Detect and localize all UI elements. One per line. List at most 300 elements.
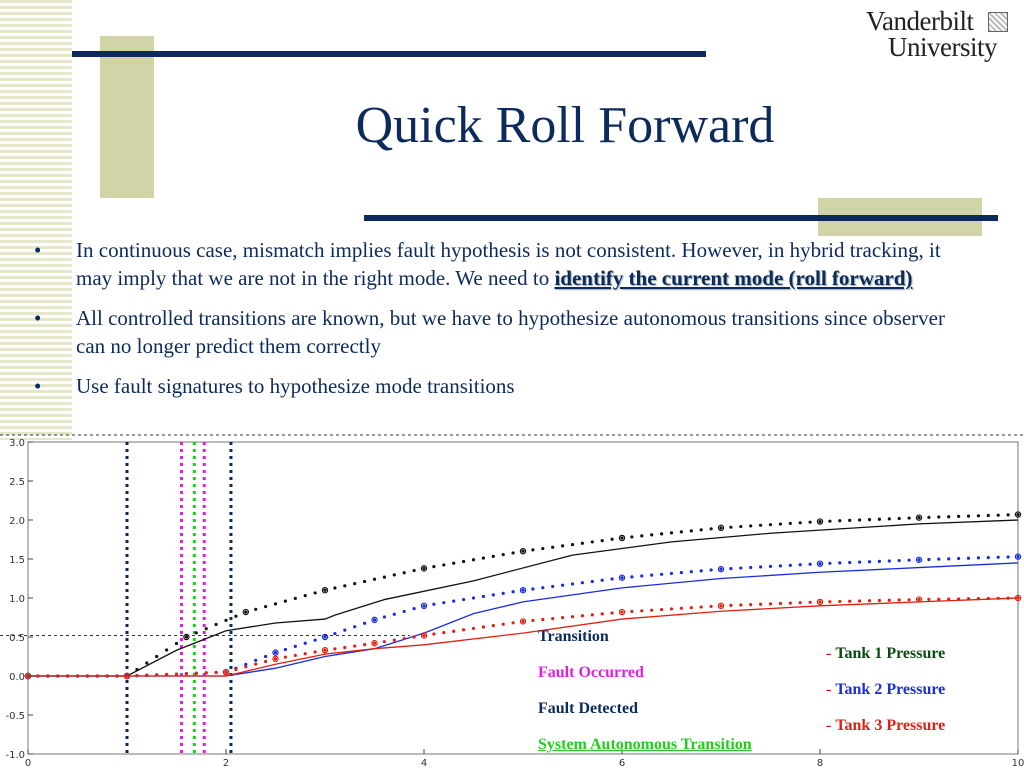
tank-3-pressure-trace-dot [304,652,307,655]
tank-1-pressure-trace-dot [987,514,990,517]
tank-3-pressure-trace-dot [294,654,297,657]
y-tick-label: 2.5 [9,477,25,488]
tank-2-pressure-trace-dot [452,600,455,603]
tank-3-pressure-trace-dot [571,615,574,618]
logo-line2: University [888,32,997,62]
tank-3-pressure-trace-dot [908,598,911,601]
tank-2-pressure-trace-dot [274,651,277,654]
tank-3-pressure-trace-dot [937,598,940,601]
tank-1-pressure-trace-dot [205,627,208,630]
tank-1-pressure-trace-dot [314,591,317,594]
tank-2-pressure-trace-dot [868,560,871,563]
tank-1-pressure-trace-dot [274,602,277,605]
y-tick-label: -1.0 [5,750,25,761]
tank-2-pressure-trace-dot [314,639,317,642]
tank-1-pressure-trace-dot [828,520,831,523]
tank-1-pressure-trace-dot [383,575,386,578]
tank-1-pressure-trace-dot [432,565,435,568]
crest-icon [988,12,1008,32]
tank-2-pressure-trace-dot [581,581,584,584]
tank-1-pressure-trace-dot [710,527,713,530]
tank-2-pressure-trace-dot [561,584,564,587]
tank-1-pressure-trace-dot [551,546,554,549]
tank-2-pressure-trace-dot [343,629,346,632]
tank-3-pressure-trace-dot [838,600,841,603]
tank-3-pressure-trace-dot [254,663,257,666]
tank-1-pressure-trace-dot [601,539,604,542]
tank-2-pressure-trace-dot [284,648,287,651]
tank-1-pressure-trace-dot [809,521,812,524]
tank-3-pressure-trace-dot [620,610,623,613]
tank-2-pressure-trace-dot [403,610,406,613]
tank-1-pressure-trace-dot [888,517,891,520]
tank-1-pressure-trace-dot [323,589,326,592]
y-tick-label: 3.0 [9,438,25,449]
tank-3-pressure-trace-dot [135,674,138,677]
tank-1-pressure-trace-dot [719,526,722,529]
tank-2-pressure-trace-dot [482,595,485,598]
y-tick-label: -0.5 [5,711,25,722]
bullet-item-1 [30,236,960,292]
tank-2-pressure-trace-dot [304,642,307,645]
tank-1-pressure-trace-dot [195,631,198,634]
tank-2-pressure-trace-dot [977,556,980,559]
tank-3-pressure-trace-dot [432,632,435,635]
bullet-marker: • [34,306,42,330]
tank-3-pressure-trace-dot [917,598,920,601]
bullet-item-3 [30,372,960,400]
tank-1-pressure-trace-dot [690,529,693,532]
tank-1-pressure-trace-dot [650,533,653,536]
tank-3-pressure-trace-dot [878,599,881,602]
tank-3-pressure-trace-dot [492,624,495,627]
tank-2-pressure-trace-dot [611,577,614,580]
tank-1-pressure-trace-dot [937,515,940,518]
tank-3-pressure-trace-dot [482,625,485,628]
tank-2-pressure-trace-dot [363,622,366,625]
tank-1-pressure-trace-dot [729,526,732,529]
tank-1-pressure-trace-dot [769,523,772,526]
x-tick-label: 2 [222,758,230,768]
tank-3-pressure-trace-dot [818,600,821,603]
tank-2-pressure-trace-dot [640,574,643,577]
tank-3-pressure-trace-dot [660,608,663,611]
tank-2-pressure-trace-dot [809,563,812,566]
tank-3-pressure-trace-dot [442,631,445,634]
tank-3-pressure-trace-dot [462,628,465,631]
tank-3-pressure-trace-dot [858,599,861,602]
legend-tank3 [826,717,945,735]
tank-3-pressure-trace-dot [284,656,287,659]
tank-2-pressure-trace-dot [789,564,792,567]
tank-3-pressure-trace-dot [640,609,643,612]
tank-3-pressure-trace-dot [947,597,950,600]
tank-3-pressure-trace-dot [779,602,782,605]
tank-1-pressure-trace-dot [422,567,425,570]
tank-3-pressure-trace-dot [244,665,247,668]
tank-3-pressure-trace-dot [561,616,564,619]
tank-3-pressure-trace-dot [66,674,69,677]
tank-2-pressure-trace-dot [373,618,376,621]
tank-1-pressure-trace-dot [868,518,871,521]
tank-2-pressure-trace-dot [393,613,396,616]
tank-3-pressure-trace-dot [145,674,148,677]
tank-1-pressure-trace-dot [254,608,257,611]
y-tick-label: 1.5 [9,555,25,566]
event-legend [538,628,818,768]
tank-3-pressure-trace-dot [175,672,178,675]
tank-3-pressure-trace-dot [680,607,683,610]
tank-2-pressure-trace-dot [521,589,524,592]
tank-3-pressure-trace-dot [472,627,475,630]
tank-2-pressure-trace-dot [254,659,257,662]
tank-1-pressure-trace-dot [145,661,148,664]
tank-1-pressure-trace-dot [878,518,881,521]
bullet-item-2 [30,304,960,360]
tank-1-pressure-trace-dot [967,515,970,518]
tank-1-pressure-trace-dot [413,569,416,572]
tank-1-pressure-trace-dot [472,558,475,561]
tank-3-pressure-trace-dot [264,660,267,663]
tank-1-pressure-trace-dot [521,550,524,553]
tank-1-pressure-trace-dot [1016,513,1019,516]
tank-2-pressure-trace-dot [353,625,356,628]
tank-2-pressure-trace-dot [264,655,267,658]
tank-3-pressure-trace-dot [373,642,376,645]
tank-2-pressure-trace-dot [719,568,722,571]
tank-3-pressure-trace-dot [521,620,524,623]
tank-2-pressure-trace-dot [898,559,901,562]
slide-title: Quick Roll Forward [355,97,775,154]
tank-1-pressure-trace-dot [462,560,465,563]
tank-1-pressure-trace-dot [947,515,950,518]
tank-1-pressure-trace-dot [185,635,188,638]
tank-2-pressure-trace-dot [769,565,772,568]
legend-dash: - [826,681,836,698]
tank-3-pressure-trace-dot [690,606,693,609]
tank-1-pressure-trace-dot [531,548,534,551]
tank-1-pressure-trace-dot [660,532,663,535]
tank-3-pressure-trace-dot [215,671,218,674]
tank-3-pressure-trace-dot [967,597,970,600]
tank-2-pressure-trace-dot [502,592,505,595]
tank-3-pressure-trace-dot [56,674,59,677]
tank-3-pressure-trace-dot [125,674,128,677]
tank-3-pressure-trace-dot [323,649,326,652]
x-tick-label: 10 [1011,758,1024,768]
tank-3-pressure-trace-dot [422,634,425,637]
tank-1-pressure-trace-dot [452,562,455,565]
tank-1-pressure-trace-dot [591,540,594,543]
tank-2-pressure-trace-dot [432,603,435,606]
tank-3-pressure-trace-dot [710,605,713,608]
tank-1-pressure-trace-dot [858,518,861,521]
tank-1-pressure-trace-dot [482,556,485,559]
tank-2-pressure-trace-dot [908,559,911,562]
tank-1-pressure-trace-dot [333,586,336,589]
legend-fault-detected: Fault Detected [538,700,638,717]
tank-3-pressure-trace-dot [343,646,346,649]
tank-1-pressure-trace-dot [165,648,168,651]
legend-tank1-label: Tank 1 Pressure [835,645,946,662]
tank-3-pressure-trace-dot [650,609,653,612]
tank-2-pressure-trace-dot [323,635,326,638]
legend-transition: Transition [538,628,609,645]
x-tick-label: 0 [24,758,32,768]
tank-2-pressure-trace-dot [818,562,821,565]
tank-1-pressure-trace-dot [789,522,792,525]
chart-vertical-markers [127,442,231,754]
tank-2-pressure-trace-dot [462,598,465,601]
tank-3-pressure-trace-dot [700,605,703,608]
decorative-line-top [72,51,706,57]
tank-2-pressure-trace-dot [947,557,950,560]
tank-3-pressure-trace-dot [413,635,416,638]
tank-2-pressure-trace-dot [729,567,732,570]
tank-3-pressure-trace-dot [987,597,990,600]
tank-1-pressure-trace-dot [908,516,911,519]
tank-1-pressure-trace-dot [403,571,406,574]
tank-1-pressure-trace-dot [848,519,851,522]
tank-3-pressure-trace-dot [630,610,633,613]
tank-3-pressure-trace-dot [611,611,614,614]
tank-3-pressure-trace-dot [769,602,772,605]
tank-1-pressure-trace-dot [700,528,703,531]
tank-2-pressure-trace-dot [442,601,445,604]
tank-3-pressure-trace-dot [601,612,604,615]
tank-3-pressure-trace-dot [868,599,871,602]
x-tick-label: 8 [816,758,824,768]
tank-3-pressure-trace-dot [749,603,752,606]
tank-3-pressure-trace-dot [1007,597,1010,600]
legend-tank3-label: Tank 3 Pressure [835,717,946,734]
tank-2-pressure-trace-dot [828,562,831,565]
tank-3-pressure-trace-dot [96,674,99,677]
tank-2-pressure-trace-dot [422,604,425,607]
tank-1-pressure-trace-dot [759,524,762,527]
tank-3-pressure-trace-dot [195,672,198,675]
tank-2-pressure-trace-dot [511,590,514,593]
legend-fault-occurred: Fault Occurred [538,664,644,681]
tank-2-pressure-trace-dot [848,561,851,564]
tank-3-pressure-trace-dot [86,674,89,677]
logo-line1: Vanderbilt [866,6,974,36]
tank-2-pressure-trace-dot [601,579,604,582]
tank-3-pressure-trace-dot [898,598,901,601]
tank-3-pressure-trace-dot [888,599,891,602]
tank-2-pressure-trace-dot [294,645,297,648]
tank-3-pressure-trace-dot [224,671,227,674]
tank-3-pressure-trace-dot [393,639,396,642]
y-tick-label: 0.5 [9,633,25,644]
series-legend [826,645,1016,745]
tank-3-pressure-trace-dot [541,618,544,621]
decorative-block-left [100,36,154,198]
legend-tank1 [826,645,945,663]
tank-1-pressure-trace-dot [264,605,267,608]
tank-2-pressure-trace-dot [531,587,534,590]
tank-3-pressure-trace-dot [789,601,792,604]
tank-3-pressure-trace-dot [551,617,554,620]
bullet-marker: • [34,238,42,262]
tank-1-pressure-trace-dot [353,582,356,585]
tank-1-pressure-trace-dot [234,615,237,618]
tank-1-pressure-trace-dot [304,594,307,597]
tank-1-pressure-trace-dot [561,544,564,547]
tank-3-pressure-trace-dot [531,619,534,622]
tank-1-pressure-trace-dot [818,520,821,523]
tank-1-pressure-trace-dot [502,553,505,556]
tank-3-pressure-trace-dot [511,621,514,624]
legend-system-autonomous: System Autonomous Transition [538,736,752,753]
tank-2-pressure-trace-dot [680,571,683,574]
tank-2-pressure-trace-dot [571,582,574,585]
tank-2-pressure-trace-dot [383,615,386,618]
tank-3-pressure-trace-dot [997,597,1000,600]
bullet-list [30,236,960,412]
tank-1-pressure-trace-dot [224,619,227,622]
tank-1-pressure-trace-dot [779,522,782,525]
tank-2-pressure-trace-dot [492,593,495,596]
tank-2-pressure-trace-dot [838,561,841,564]
tank-1-pressure-trace-dot [393,573,396,576]
tank-2-pressure-trace-dot [333,632,336,635]
tank-3-pressure-trace-dot [739,603,742,606]
tank-1-pressure-trace-dot [739,525,742,528]
legend-dash: - [826,645,836,662]
tank-2-pressure-trace-dot [917,558,920,561]
tank-3-pressure-trace-dot [809,601,812,604]
tank-3-pressure-trace-dot [591,613,594,616]
tank-2-pressure-trace-dot [937,558,940,561]
tank-2-pressure-trace-dot [1016,555,1019,558]
tank-3-pressure-trace-dot [274,657,277,660]
tank-1-pressure-trace-dot [799,521,802,524]
tank-3-pressure-trace-dot [106,674,109,677]
tank-2-pressure-trace-dot [739,566,742,569]
tank-1-pressure-trace-dot [749,524,752,527]
tank-3-pressure-trace-dot [185,672,188,675]
tank-1-pressure-trace-dot [343,584,346,587]
x-tick-label: 4 [420,758,428,768]
tank-1-pressure-trace-dot [1007,513,1010,516]
tank-3-pressure-trace-dot [957,597,960,600]
tank-2-pressure-trace-dot [670,572,673,575]
tank-3-pressure-trace-dot [363,643,366,646]
y-tick-label: 1.0 [9,594,25,605]
y-tick-label: 0.0 [9,672,25,683]
tank-3-pressure-trace-dot [333,647,336,650]
tank-1-pressure-trace-dot [680,530,683,533]
tank-2-pressure-trace-dot [967,557,970,560]
tank-3-pressure-trace-dot [927,598,930,601]
tank-3-pressure-trace-dot [36,674,39,677]
tank-3-pressure-trace-dot [205,671,208,674]
tank-2-pressure-trace-dot [858,561,861,564]
tank-3-pressure-trace-dot [234,668,237,671]
x-tick-label: 6 [618,758,626,768]
tank-1-pressure-trace-dot [373,578,376,581]
tank-3-pressure-trace-dot [165,673,168,676]
tank-1-pressure-trace-dot [571,543,574,546]
tank-1-pressure-trace-dot [363,580,366,583]
tank-1-pressure-trace-dot [511,551,514,554]
tank-2-pressure-trace-dot [620,576,623,579]
tank-2-pressure-trace-dot [749,566,752,569]
tank-1-pressure-trace-dot [977,514,980,517]
tank-3-pressure-trace-dot [719,604,722,607]
tank-1-pressure-trace-dot [838,519,841,522]
tank-3-pressure-trace-dot [383,640,386,643]
tank-3-pressure-trace-dot [1016,596,1019,599]
bullet-1-text: In continuous case, mismatch implies fault hypothesis is not consistent. However, in hybrid tracking, it may imply that we are not in the right mode. We need to [76,238,941,290]
legend-dash: - [826,717,836,734]
tank-2-pressure-trace-dot [472,596,475,599]
tank-1-pressure-trace-dot [898,517,901,520]
tank-3-pressure-trace-dot [46,674,49,677]
tank-2-pressure-trace-dot [878,560,881,563]
tank-3-pressure-trace-dot [116,674,119,677]
tank-1-pressure-trace-dot [135,668,138,671]
tank-1-pressure-trace-dot [630,535,633,538]
tank-1-pressure-trace-dot [581,542,584,545]
tank-1-pressure-trace-dot [640,534,643,537]
tank-2-pressure-trace-dot [591,580,594,583]
tank-2-pressure-trace-dot [759,565,762,568]
tank-1-pressure-trace-dot [541,547,544,550]
vanderbilt-logo [866,6,1016,64]
tank-3-pressure-trace-dot [314,650,317,653]
tank-3-pressure-trace-dot [729,604,732,607]
tank-2-pressure-trace-dot [413,607,416,610]
tank-2-pressure-trace-dot [888,559,891,562]
tank-1-pressure-trace-dot [244,610,247,613]
decorative-line-bottom [364,215,998,221]
tank-3-pressure-trace-dot [759,603,762,606]
tank-1-pressure-trace-dot [215,623,218,626]
bullet-1-emphasis: identify the current mode (roll forward) [554,266,913,290]
tank-1-pressure-trace-dot [442,563,445,566]
tank-2-pressure-trace-dot [630,575,633,578]
tank-3-pressure-trace-dot [799,601,802,604]
tank-1-pressure-trace-dot [611,538,614,541]
tank-2-pressure-trace-dot [551,585,554,588]
tank-2-pressure-trace-dot [690,570,693,573]
tank-1-pressure-trace-dot [670,531,673,534]
tank-1-pressure-trace-dot [927,516,930,519]
bullet-2-text: All controlled transitions are known, but we have to hypothesize autonomous transitions since observer can no longer predict them correctly [76,306,945,358]
tank-3-pressure-trace-dot [848,600,851,603]
bullet-marker: • [34,374,42,398]
tank-1-pressure-trace-dot [492,555,495,558]
tank-2-pressure-trace-dot [957,557,960,560]
tank-1-pressure-trace-dot [155,655,158,658]
tank-3-pressure-trace-dot [353,644,356,647]
tank-1-pressure-trace-dot [620,536,623,539]
tank-3-pressure-trace-dot [828,600,831,603]
y-tick-label: 2.0 [9,516,25,527]
legend-tank2-label: Tank 2 Pressure [835,681,946,698]
tank-3-pressure-trace-dot [977,597,980,600]
tank-2-pressure-trace-dot [799,563,802,566]
tank-1-pressure-trace-dot [957,515,960,518]
tank-3-pressure-trace-dot [452,630,455,633]
tank-2-pressure-trace-dot [660,573,663,576]
tank-2-pressure-trace-dot [997,556,1000,559]
tank-2-pressure-trace-dot [650,574,653,577]
tank-1-pressure-trace-dot [997,514,1000,517]
tank-2-pressure-trace-dot [987,556,990,559]
